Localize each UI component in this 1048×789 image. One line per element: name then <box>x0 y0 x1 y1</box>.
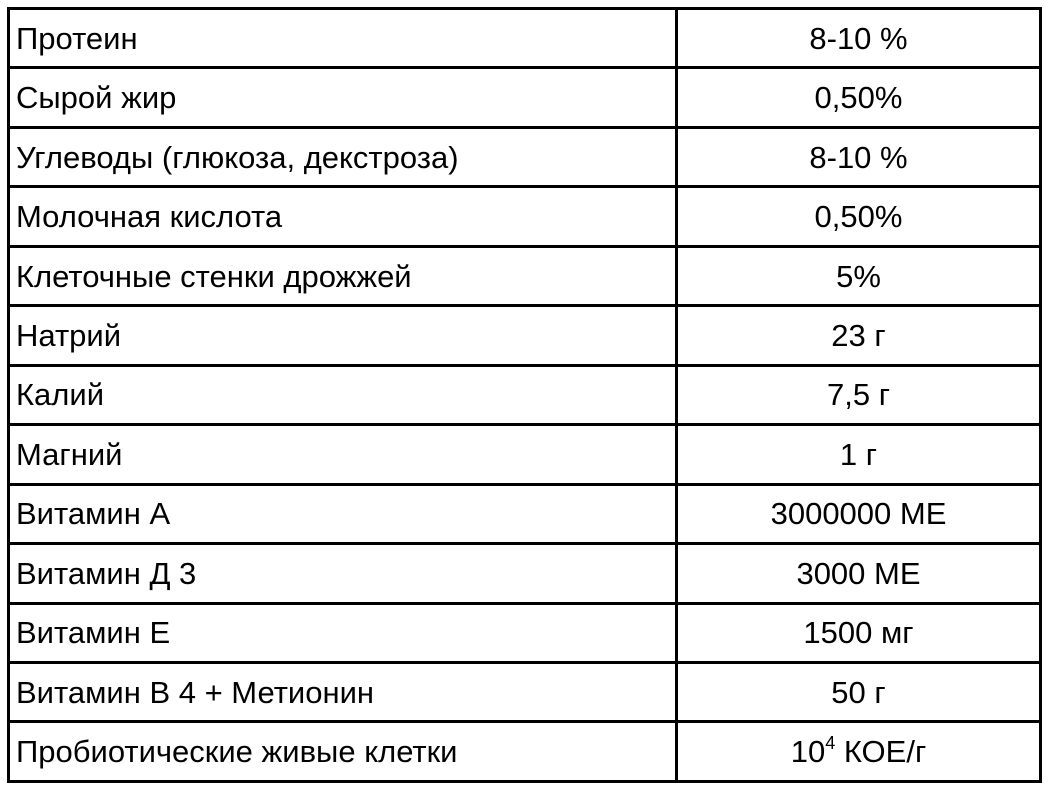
ingredient-value: 7,5 г <box>677 365 1041 424</box>
table-row <box>9 425 1041 484</box>
ingredient-name: Магний <box>9 425 677 484</box>
ingredient-value: 23 г <box>677 306 1041 365</box>
ingredient-name: Протеин <box>9 9 677 68</box>
ingredient-value: 50 г <box>677 662 1041 721</box>
table-row <box>9 68 1041 127</box>
table-row <box>9 127 1041 186</box>
ingredient-value: 0,50% <box>677 187 1041 246</box>
table-row <box>9 662 1041 721</box>
ingredient-name: Пробиотические живые клетки <box>9 722 677 782</box>
ingredient-name: Витамин В 4 + Метионин <box>9 662 677 721</box>
table-row <box>9 603 1041 662</box>
ingredient-name: Натрий <box>9 306 677 365</box>
table-row <box>9 544 1041 603</box>
value-unit: КОЕ/г <box>835 734 927 770</box>
ingredient-name: Витамин Е <box>9 603 677 662</box>
composition-table <box>7 7 1042 783</box>
ingredient-value: 3000000 МЕ <box>677 484 1041 543</box>
ingredient-value <box>677 722 1041 782</box>
ingredient-value: 0,50% <box>677 68 1041 127</box>
ingredient-value: 3000 МЕ <box>677 544 1041 603</box>
table-row <box>9 187 1041 246</box>
ingredient-name: Клеточные стенки дрожжей <box>9 246 677 305</box>
value-base: 10 <box>790 734 826 770</box>
ingredient-value: 8-10 % <box>677 9 1041 68</box>
ingredient-value: 1500 мг <box>677 603 1041 662</box>
table-row <box>9 306 1041 365</box>
table-row <box>9 9 1041 68</box>
ingredient-name: Молочная кислота <box>9 187 677 246</box>
ingredient-name: Витамин А <box>9 484 677 543</box>
value-exponent: 4 <box>825 732 836 753</box>
table-row <box>9 246 1041 305</box>
ingredient-value: 5% <box>677 246 1041 305</box>
ingredient-name: Сырой жир <box>9 68 677 127</box>
ingredient-name: Калий <box>9 365 677 424</box>
ingredient-name: Углеводы (глюкоза, декстроза) <box>9 127 677 186</box>
ingredient-name: Витамин Д 3 <box>9 544 677 603</box>
ingredient-value: 8-10 % <box>677 127 1041 186</box>
table-row <box>9 484 1041 543</box>
table-row <box>9 722 1041 782</box>
table-row <box>9 365 1041 424</box>
ingredient-value: 1 г <box>677 425 1041 484</box>
